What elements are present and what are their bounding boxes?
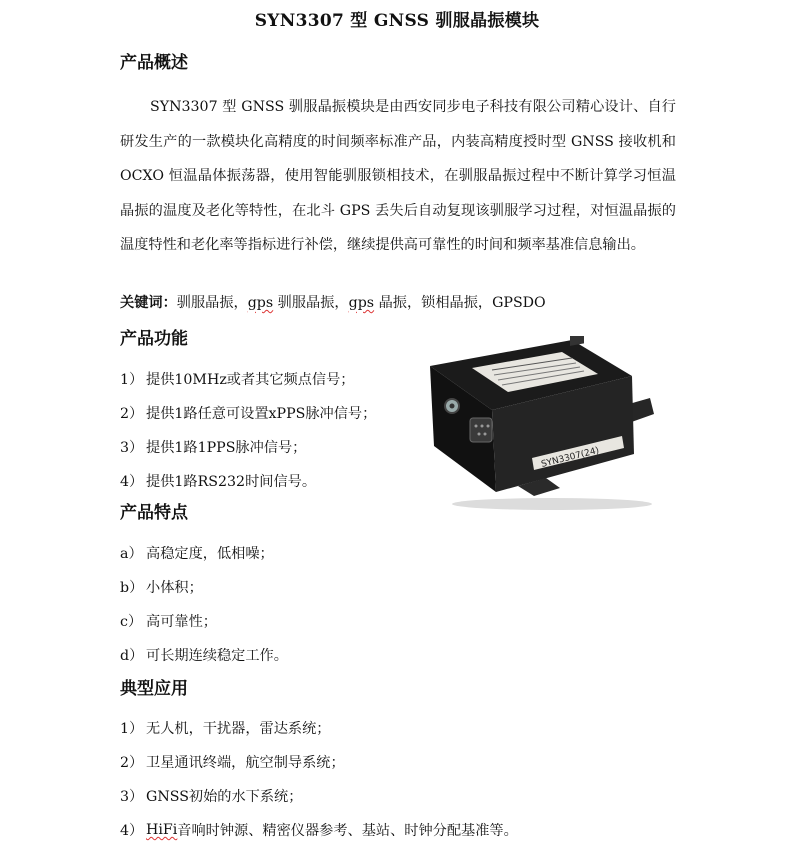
keywords-label: 关键词： [120,295,177,311]
overview-text: SYN3307 型 GNSS 驯服晶振模块是由西安同步电子科技有限公司精心设计、自行研发生产的一款模块化高精度的时间频率标准产品，内装高精度授时型 GNSS 接收机和 OCXO 恒温晶体振荡器，使用智能驯服锁相技术，在驯服晶振过程中不断计算学习恒温晶振的温度及老化等特性，在北斗 GPS 丢失后自动复现该驯服学习过程，对恒温晶振的温度特性和老化率等指标进行补偿，继续提供高可靠性的时间和频率基准信息输出。 [120,99,676,253]
list-item: 2） 卫星通讯终端，航空制导系统； [120,755,345,771]
product-photo [422,336,666,512]
document-title: SYN3307 型 GNSS 驯服晶振模块 [254,11,540,31]
list-item: d） 可长期连续稳定工作。 [120,648,288,664]
list-item: 1） 提供10MHz或者其它频点信号； [120,372,355,388]
keyword-part-spellcheck: gps [348,295,375,311]
photo-shadow [452,498,652,510]
list-item: c） 高可靠性； [120,614,217,630]
list-item: 2） 提供1路任意可设置xPPS脉冲信号； [120,406,377,422]
functions-list [120,362,376,498]
keyword-part-spellcheck: gps [247,295,274,311]
list-item: a） 高稳定度，低相噪； [120,546,274,562]
hifi-spellcheck: HiFi [146,822,178,838]
keywords-line [120,292,546,312]
list-item: 4） 提供1路RS232时间信号。 [120,474,317,490]
db9-connector-icon [470,418,492,442]
list-item: 1） 无人机，干扰器，雷达系统； [120,721,331,737]
list-item: b） 小体积； [120,580,203,596]
applications-list [120,711,518,847]
overview-paragraph [120,90,676,263]
list-item: 3） GNSS初始的水下系统； [120,789,303,805]
section-heading-functions: 产品功能 [120,329,188,349]
side-label-text: SYN3307(24) [540,445,601,470]
keyword-part: 晶振，锁相晶振，GPSDO [374,295,546,311]
qr-code [570,336,584,346]
list-item: 3） 提供1路1PPS脉冲信号； [120,440,307,456]
keyword-part: 驯服晶振， [176,295,248,311]
features-list [120,536,288,672]
keyword-part: 驯服晶振， [273,295,349,311]
section-heading-applications: 典型应用 [120,679,188,699]
section-heading-overview: 产品概述 [120,53,188,73]
list-item: 4） HiFi 音响时钟源、精密仪器参考、基站、时钟分配基准等。 [120,822,518,839]
section-heading-features: 产品特点 [120,503,188,523]
application-text-rest: 音响时钟源、精密仪器参考、基站、时钟分配基准等。 [177,823,518,839]
